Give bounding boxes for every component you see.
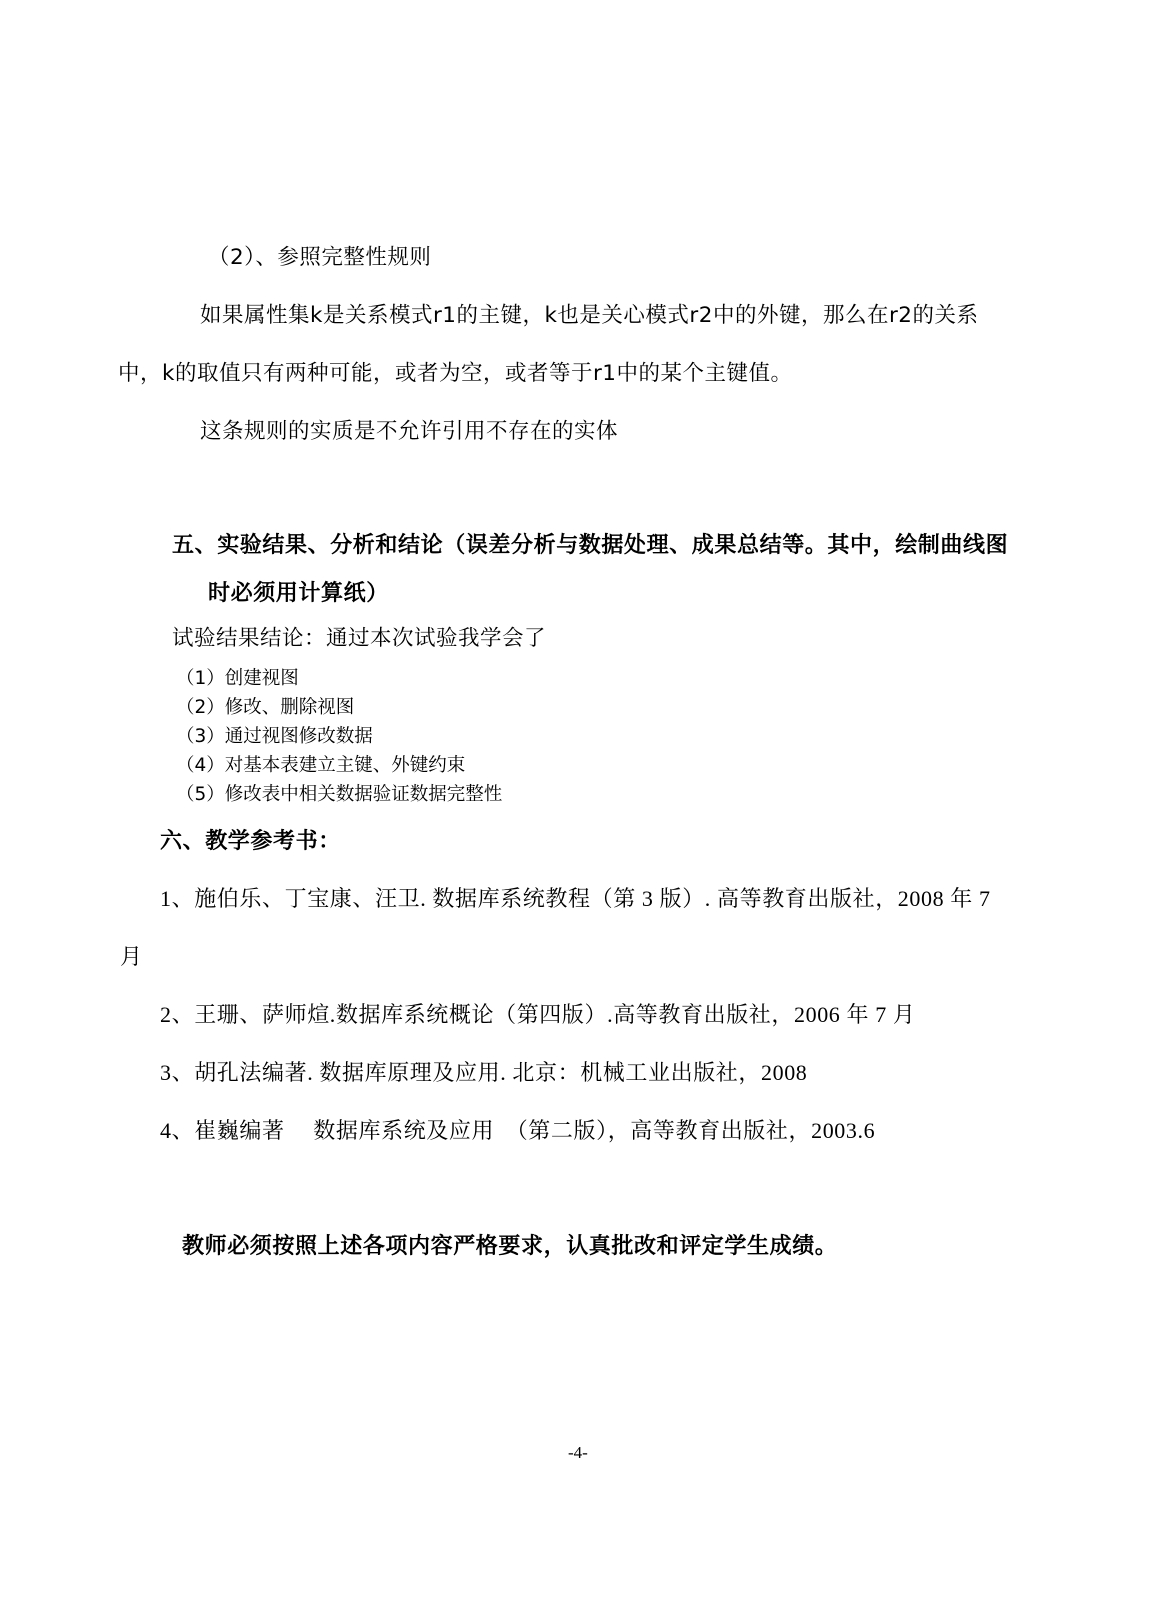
page-number: -4- (568, 1443, 588, 1462)
reference-line: 4、崔巍编著 数据库系统及应用 （第二版），高等教育出版社，2003.6 (160, 1118, 876, 1143)
section-heading-continuation: 时必须用计算纸） (208, 581, 389, 606)
teacher-note: 教师必须按照上述各项内容严格要求，认真批改和评定学生成绩。 (182, 1234, 838, 1259)
reference-line: 3、胡孔法编著. 数据库原理及应用. 北京：机械工业出版社，2008 (160, 1060, 808, 1085)
list-item: （4）对基本表建立主键、外键约束 (176, 755, 466, 776)
paragraph-line: 这条规则的实质是不允许引用不存在的实体 (200, 419, 619, 444)
list-item: （1）创建视图 (176, 668, 299, 689)
subsection-heading: （2）、参照完整性规则 (208, 245, 432, 270)
reference-line: 1、施伯乐、丁宝康、汪卫. 数据库系统教程（第 3 版）. 高等教育出版社，2008 年 7 (160, 886, 991, 911)
paragraph-line: 如果属性集k是关系模式r1的主键，k也是关心模式r2中的外键，那么在r2的关系 (200, 303, 979, 328)
section-heading: 五、实验结果、分析和结论（误差分析与数据处理、成果总结等。其中，绘制曲线图 (172, 533, 1009, 558)
list-item: （5）修改表中相关数据验证数据完整性 (176, 784, 503, 805)
section-heading: 六、教学参考书： (160, 829, 341, 854)
reference-line: 月 (120, 944, 143, 969)
list-item: （2）修改、删除视图 (176, 697, 355, 718)
list-item: （3）通过视图修改数据 (176, 726, 373, 747)
reference-line: 2、王珊、萨师煊.数据库系统概论（第四版）.高等教育出版社，2006 年 7 月 (160, 1002, 916, 1027)
paragraph-line: 中，k的取值只有两种可能，或者为空，或者等于r1中的某个主键值。 (118, 361, 793, 386)
conclusion-intro: 试验结果结论：通过本次试验我学会了 (172, 626, 547, 651)
